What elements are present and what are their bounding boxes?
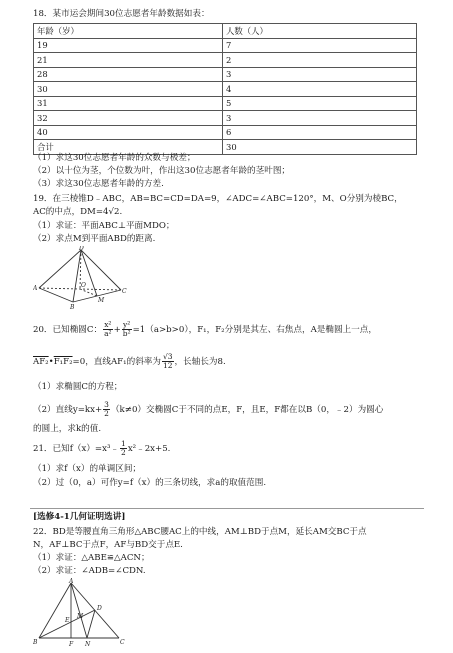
table-row [34, 111, 417, 126]
q18-part3: （3）求这30位志愿者年龄的方差. [33, 179, 164, 189]
count-cell: 5 [223, 96, 417, 111]
total-label: 合计 [34, 140, 223, 155]
q20-part2 [33, 398, 383, 422]
table-row [34, 67, 417, 82]
frac-1-2 [120, 440, 127, 457]
total-value: 30 [223, 140, 417, 155]
vector-F1F2: F₁F₂ [53, 357, 73, 367]
q20-conditions: =1（a>b>0），F₁，F₂分别是其左、右焦点，A是椭圆上一点， [132, 325, 377, 335]
count-cell: 2 [223, 53, 417, 68]
section-title: [选修4-1几何证明选讲] [33, 512, 126, 522]
q19-text: AC的中点，DM=4 [33, 207, 109, 217]
label-D: D [79, 246, 84, 252]
q20-intro: 20．已知椭圆C： [33, 325, 103, 335]
count-cell: 4 [223, 82, 417, 97]
q19-part2: （2）求点M到平面ABD的距离. [33, 234, 156, 244]
q18-part1: （1）求这30位志愿者年龄的众数与极差； [33, 153, 196, 163]
tetrahedron-figure [33, 246, 128, 310]
q20-line-eq: （2）直线y=kx+ [33, 405, 103, 415]
count-cell: 3 [223, 67, 417, 82]
q20-part2-end: 的圆上，求k的值. [33, 424, 102, 434]
q19-line1: 19．在三棱锥D﹣ABC，AB=BC=CD=DA=9，∠ADC=∠ABC=120°，M、O分别为棱BC， [33, 194, 403, 204]
q21-part1: （1）求f（x）的单调区间； [33, 464, 142, 474]
q22-part2: （2）求证：∠ADB=∠CDN. [33, 566, 146, 576]
q19-period: . [119, 207, 123, 217]
frac-den: 2 [121, 448, 126, 457]
label-B: B [70, 304, 75, 310]
label-M: M [77, 613, 84, 620]
frac-num: 3 [104, 400, 109, 409]
header-count: 人数（人） [223, 24, 417, 39]
sqrt2: √2 [108, 207, 120, 217]
q19-line2 [33, 207, 122, 218]
q22-line1: 22．BD是等腰直角三角形△ABC腰AC上的中线，AM⊥BD于点M，延长AM交BC于点 [33, 527, 367, 537]
label-O: O [81, 282, 86, 289]
age-cell: 21 [34, 53, 223, 68]
frac-den: a² [104, 329, 112, 338]
age-cell: 28 [34, 67, 223, 82]
age-cell: 32 [34, 111, 223, 126]
q21-intro: 21．已知f（x）=x³﹣ [33, 444, 120, 454]
age-cell: 40 [34, 125, 223, 140]
table-row [34, 96, 417, 111]
label-D: D [97, 605, 102, 612]
frac-num: y² [123, 320, 131, 329]
q22-line2: N，AF⊥BC于点F，AF与BD交于点E. [33, 540, 183, 550]
q18-part2: （2）以十位为茎，个位数为叶，作出这30位志愿者年龄的茎叶图； [33, 166, 291, 176]
frac-sqrt3-12 [162, 353, 174, 370]
label-A: A [69, 578, 74, 585]
count-cell: 3 [223, 111, 417, 126]
label-E: E [65, 617, 70, 624]
q20-slope-text: =0，直线AF₁的斜率为 [72, 357, 161, 367]
q20-part1: （1）求椭圆C的方程； [33, 382, 123, 392]
frac-y2-b2 [122, 321, 132, 338]
age-table [33, 23, 417, 155]
q20-line1 [33, 318, 377, 342]
q20-line2 [33, 350, 226, 374]
table-row [34, 53, 417, 68]
count-cell: 7 [223, 38, 417, 53]
frac-num: √3 [162, 352, 173, 361]
q21-function: x²﹣2x+5. [127, 444, 171, 454]
label-A: A [33, 285, 38, 292]
age-cell: 19 [34, 38, 223, 53]
table-header-row [34, 24, 417, 39]
q21-line1 [33, 438, 170, 460]
label-N: N [85, 641, 91, 648]
frac-num: 1 [121, 439, 126, 448]
plus-sign: + [113, 325, 121, 335]
q22-part1: （1）求证：△ABE≌△ACN； [33, 553, 150, 563]
frac-x2-a2 [103, 321, 112, 338]
vector-AF2: AF₂ [33, 357, 49, 367]
frac-den: b² [122, 329, 131, 338]
table-row [34, 125, 417, 140]
frac-num: x² [104, 320, 112, 329]
q19-part1: （1）求证：平面ABC⊥平面MDO； [33, 221, 175, 231]
frac-den: 12 [162, 361, 173, 370]
q20-part2-text: （k≠0）交椭圆C于不同的点E，F，且E，F都在以B（0，﹣2）为圆心 [110, 405, 384, 415]
count-cell: 6 [223, 125, 417, 140]
header-age: 年龄（岁） [34, 24, 223, 39]
label-B: B [33, 639, 38, 646]
q18-title: 18．某市运会期间30位志愿者年龄数据如表： [33, 9, 210, 19]
frac-3-2 [103, 401, 110, 418]
label-F: F [69, 641, 74, 648]
label-M: M [98, 297, 105, 304]
dot-operator: • [48, 357, 54, 367]
label-C: C [122, 288, 127, 295]
section-divider [30, 508, 424, 509]
table-row [34, 82, 417, 97]
age-cell: 30 [34, 82, 223, 97]
triangle-figure [33, 578, 133, 648]
age-cell: 31 [34, 96, 223, 111]
table-row [34, 38, 417, 53]
table-total-row [34, 140, 417, 155]
q21-part2: （2）过（0，a）可作y=f（x）的三条切线，求a的取值范围. [33, 478, 267, 488]
frac-den: 2 [104, 409, 109, 418]
q20-axis-length: ，长轴长为8. [174, 357, 226, 367]
label-C: C [120, 639, 125, 646]
